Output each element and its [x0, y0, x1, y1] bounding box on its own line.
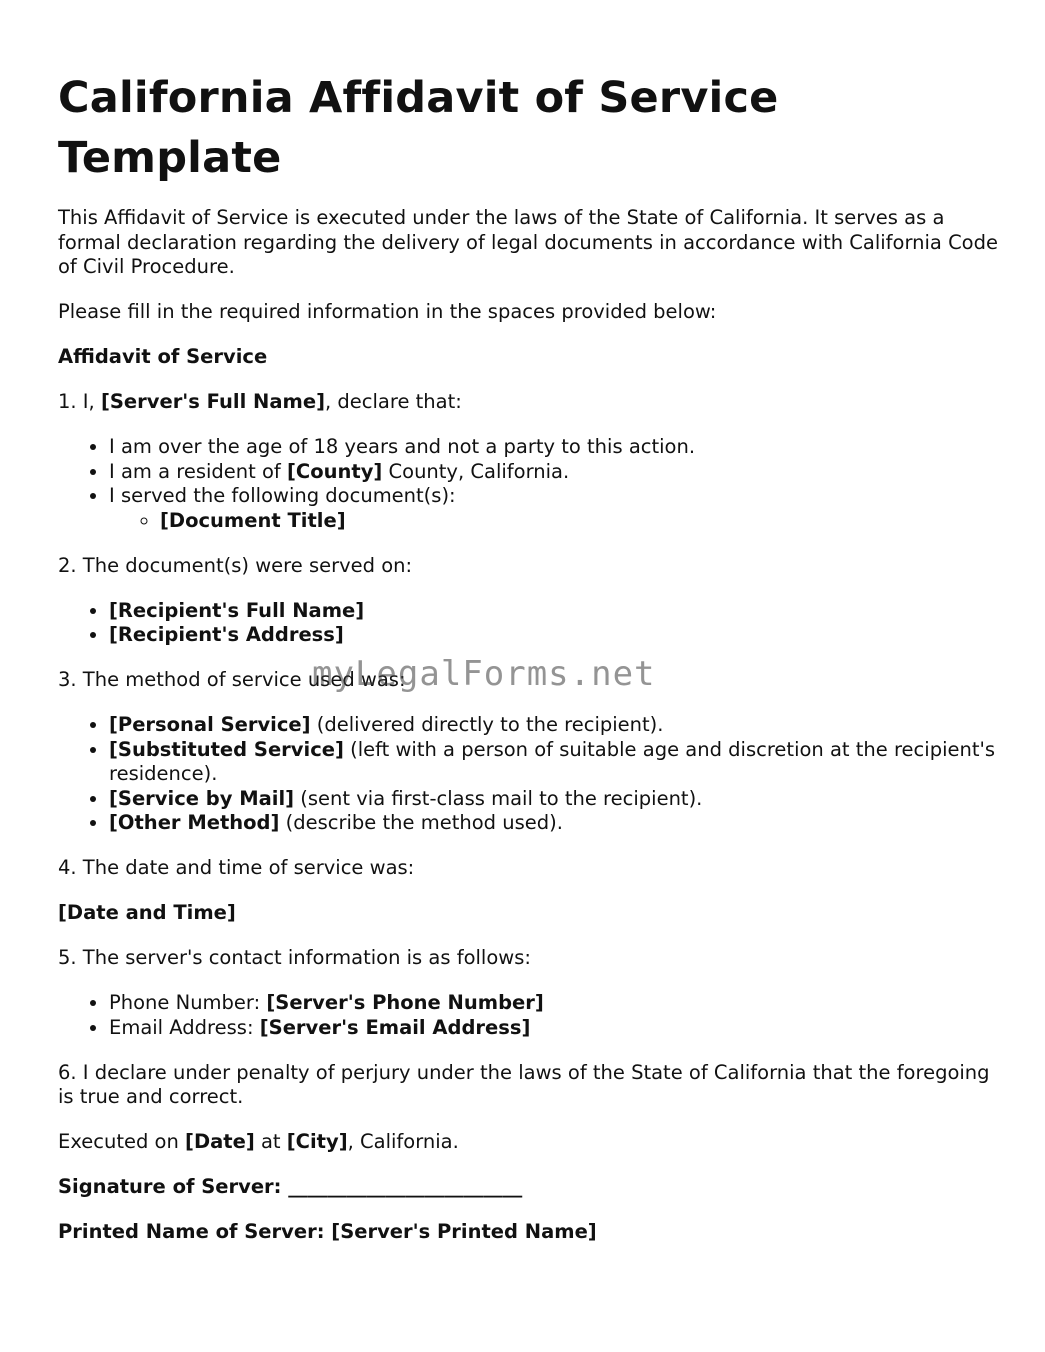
method-desc: (describe the method used).	[279, 811, 563, 834]
list-item-method	[109, 811, 1008, 836]
executed-date-field: [Date]	[185, 1130, 255, 1153]
item-4: 4. The date and time of service was:	[58, 856, 415, 879]
printed-name-field: [Server's Printed Name]	[331, 1220, 597, 1243]
list-item-served	[109, 484, 1008, 533]
date-time-field: [Date and Time]	[58, 901, 236, 924]
executed-middle: at	[254, 1130, 287, 1153]
method-desc: (sent via first-class mail to the recipient).	[294, 786, 703, 810]
instruction-paragraph: Please fill in the required information in the spaces provided below:	[58, 300, 717, 323]
server-name-field: [Server's Full Name]	[100, 390, 325, 413]
method-field: [Service by Mail]	[109, 786, 295, 810]
list-item-recipient-name	[109, 599, 1008, 624]
list-item-resident	[109, 460, 1008, 485]
method-field: [Personal Service]	[109, 713, 311, 736]
executed-city-field: [City]	[286, 1130, 348, 1153]
executed-suffix: , California.	[347, 1130, 459, 1153]
list-item-method	[109, 713, 1008, 738]
signature-line: ________________________	[288, 1175, 523, 1198]
list-item-age	[109, 435, 1008, 460]
list-item-recipient-address	[109, 623, 1008, 648]
document-sublist	[109, 509, 1008, 534]
resident-prefix: I am a resident of	[109, 459, 287, 483]
county-field: [County]	[286, 459, 383, 483]
item-5-list	[58, 991, 1008, 1040]
executed-paragraph	[58, 1130, 1008, 1155]
executed-prefix: Executed on	[58, 1130, 186, 1153]
item-1-suffix: , declare that:	[325, 390, 462, 413]
method-field: [Other Method]	[109, 811, 280, 834]
method-desc: (delivered directly to the recipient).	[310, 713, 664, 736]
phone-field: [Server's Phone Number]	[266, 991, 544, 1014]
recipient-address-field: [Recipient's Address]	[109, 623, 344, 646]
item-6: 6. I declare under penalty of perjury under the laws of the State of California that the foregoing is true and correct.	[58, 1060, 990, 1108]
list-item-method	[109, 787, 1008, 812]
printed-name-label: Printed Name of Server:	[58, 1220, 332, 1243]
method-desc: (left with a person of suitable age and discretion at the recipient's residence).	[109, 737, 996, 785]
resident-suffix: County, California.	[382, 459, 570, 483]
section-heading-text: Affidavit of Service	[58, 345, 268, 368]
age-text: I am over the age of 18 years and not a party to this action.	[109, 435, 696, 458]
list-item-phone	[109, 991, 1008, 1016]
phone-label: Phone Number:	[109, 991, 267, 1014]
email-label: Email Address:	[109, 1015, 260, 1039]
item-5: 5. The server's contact information is as follows:	[58, 946, 531, 969]
item-3-list	[58, 713, 1008, 836]
section-heading	[58, 345, 1008, 370]
page-title: California Affidavit of Service Template	[58, 73, 779, 183]
item-3: 3. The method of service used was:	[58, 668, 406, 691]
watermark: myLegalForms.net	[312, 654, 656, 694]
list-item-document	[160, 509, 1008, 534]
item-1-prefix: 1. I,	[58, 390, 101, 413]
item-1-list	[58, 435, 1008, 533]
item-2: 2. The document(s) were served on:	[58, 553, 413, 577]
printed-name-paragraph	[58, 1220, 1008, 1245]
document-page	[58, 68, 1008, 1265]
intro-paragraph: This Affidavit of Service is executed under the laws of the State of California. It serves as a formal declaration regarding the delivery of legal documents in accordance with California Code of Civil Procedure.	[58, 206, 998, 278]
recipient-name-field: [Recipient's Full Name]	[109, 598, 365, 622]
document-title-field: [Document Title]	[160, 508, 346, 532]
list-item-method	[109, 738, 1008, 787]
list-item-email	[109, 1016, 1008, 1041]
signature-label: Signature of Server:	[58, 1175, 289, 1198]
email-field: [Server's Email Address]	[259, 1015, 531, 1039]
item-2-list	[58, 599, 1008, 648]
signature-paragraph	[58, 1175, 1008, 1200]
method-field: [Substituted Service]	[109, 737, 344, 761]
date-time-paragraph	[58, 901, 1008, 926]
served-text: I served the following document(s):	[109, 484, 456, 507]
item-1	[58, 390, 1008, 415]
